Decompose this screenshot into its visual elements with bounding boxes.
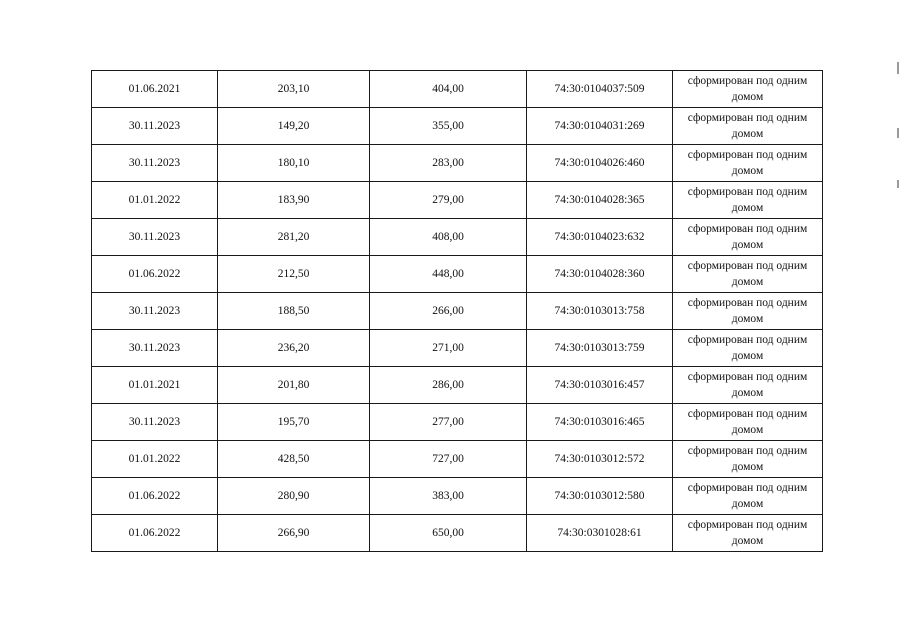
date-cell: 30.11.2023	[92, 404, 218, 441]
table-row	[92, 515, 823, 552]
value2-cell: 727,00	[370, 441, 527, 478]
value2-cell: 266,00	[370, 293, 527, 330]
date-cell: 01.06.2022	[92, 256, 218, 293]
cadastral-cell: 74:30:0103012:580	[527, 478, 673, 515]
cadastral-cell: 74:30:0104026:460	[527, 145, 673, 182]
status-cell: сформирован под одним домом	[673, 256, 823, 293]
value2-cell: 408,00	[370, 219, 527, 256]
status-cell: сформирован под одним домом	[673, 441, 823, 478]
value2-cell: 271,00	[370, 330, 527, 367]
date-cell: 01.06.2022	[92, 515, 218, 552]
date-cell: 30.11.2023	[92, 293, 218, 330]
cadastral-cell: 74:30:0103016:465	[527, 404, 673, 441]
value1-cell: 236,20	[218, 330, 370, 367]
date-cell: 30.11.2023	[92, 145, 218, 182]
cadastral-cell: 74:30:0103013:759	[527, 330, 673, 367]
cadastral-cell: 74:30:0103012:572	[527, 441, 673, 478]
date-cell: 30.11.2023	[92, 108, 218, 145]
cadastral-cell: 74:30:0104031:269	[527, 108, 673, 145]
table-row	[92, 71, 823, 108]
value1-cell: 183,90	[218, 182, 370, 219]
value1-cell: 280,90	[218, 478, 370, 515]
table-row	[92, 256, 823, 293]
table-row	[92, 478, 823, 515]
table-row	[92, 404, 823, 441]
value2-cell: 650,00	[370, 515, 527, 552]
value1-cell: 281,20	[218, 219, 370, 256]
status-cell: сформирован под одним домом	[673, 293, 823, 330]
cadastral-cell: 74:30:0104037:509	[527, 71, 673, 108]
cadastral-cell: 74:30:0103013:758	[527, 293, 673, 330]
table-row	[92, 330, 823, 367]
date-cell: 01.01.2022	[92, 441, 218, 478]
value2-cell: 279,00	[370, 182, 527, 219]
data-table	[91, 70, 823, 552]
date-cell: 01.06.2022	[92, 478, 218, 515]
cadastral-cell: 74:30:0104028:365	[527, 182, 673, 219]
status-cell: сформирован под одним домом	[673, 404, 823, 441]
value2-cell: 277,00	[370, 404, 527, 441]
table-row	[92, 182, 823, 219]
value1-cell: 212,50	[218, 256, 370, 293]
scan-artifact-mark	[897, 62, 899, 74]
value2-cell: 286,00	[370, 367, 527, 404]
value1-cell: 180,10	[218, 145, 370, 182]
table-row	[92, 367, 823, 404]
status-cell: сформирован под одним домом	[673, 367, 823, 404]
value2-cell: 383,00	[370, 478, 527, 515]
table-row	[92, 145, 823, 182]
value1-cell: 428,50	[218, 441, 370, 478]
value1-cell: 266,90	[218, 515, 370, 552]
value2-cell: 404,00	[370, 71, 527, 108]
table-row	[92, 293, 823, 330]
table-row	[92, 219, 823, 256]
value1-cell: 201,80	[218, 367, 370, 404]
cadastral-cell: 74:30:0103016:457	[527, 367, 673, 404]
scan-artifact-mark	[897, 180, 899, 188]
status-cell: сформирован под одним домом	[673, 182, 823, 219]
date-cell: 01.01.2021	[92, 367, 218, 404]
value1-cell: 203,10	[218, 71, 370, 108]
status-cell: сформирован под одним домом	[673, 71, 823, 108]
cadastral-cell: 74:30:0104023:632	[527, 219, 673, 256]
value1-cell: 195,70	[218, 404, 370, 441]
date-cell: 01.01.2022	[92, 182, 218, 219]
status-cell: сформирован под одним домом	[673, 219, 823, 256]
value2-cell: 283,00	[370, 145, 527, 182]
cadastral-cell: 74:30:0104028:360	[527, 256, 673, 293]
value1-cell: 188,50	[218, 293, 370, 330]
cadastral-cell: 74:30:0301028:61	[527, 515, 673, 552]
status-cell: сформирован под одним домом	[673, 330, 823, 367]
status-cell: сформирован под одним домом	[673, 478, 823, 515]
value1-cell: 149,20	[218, 108, 370, 145]
status-cell: сформирован под одним домом	[673, 515, 823, 552]
table-row	[92, 108, 823, 145]
status-cell: сформирован под одним домом	[673, 108, 823, 145]
date-cell: 01.06.2021	[92, 71, 218, 108]
value2-cell: 448,00	[370, 256, 527, 293]
scan-artifact-mark	[897, 128, 899, 138]
date-cell: 30.11.2023	[92, 219, 218, 256]
table-row	[92, 441, 823, 478]
status-cell: сформирован под одним домом	[673, 145, 823, 182]
date-cell: 30.11.2023	[92, 330, 218, 367]
value2-cell: 355,00	[370, 108, 527, 145]
